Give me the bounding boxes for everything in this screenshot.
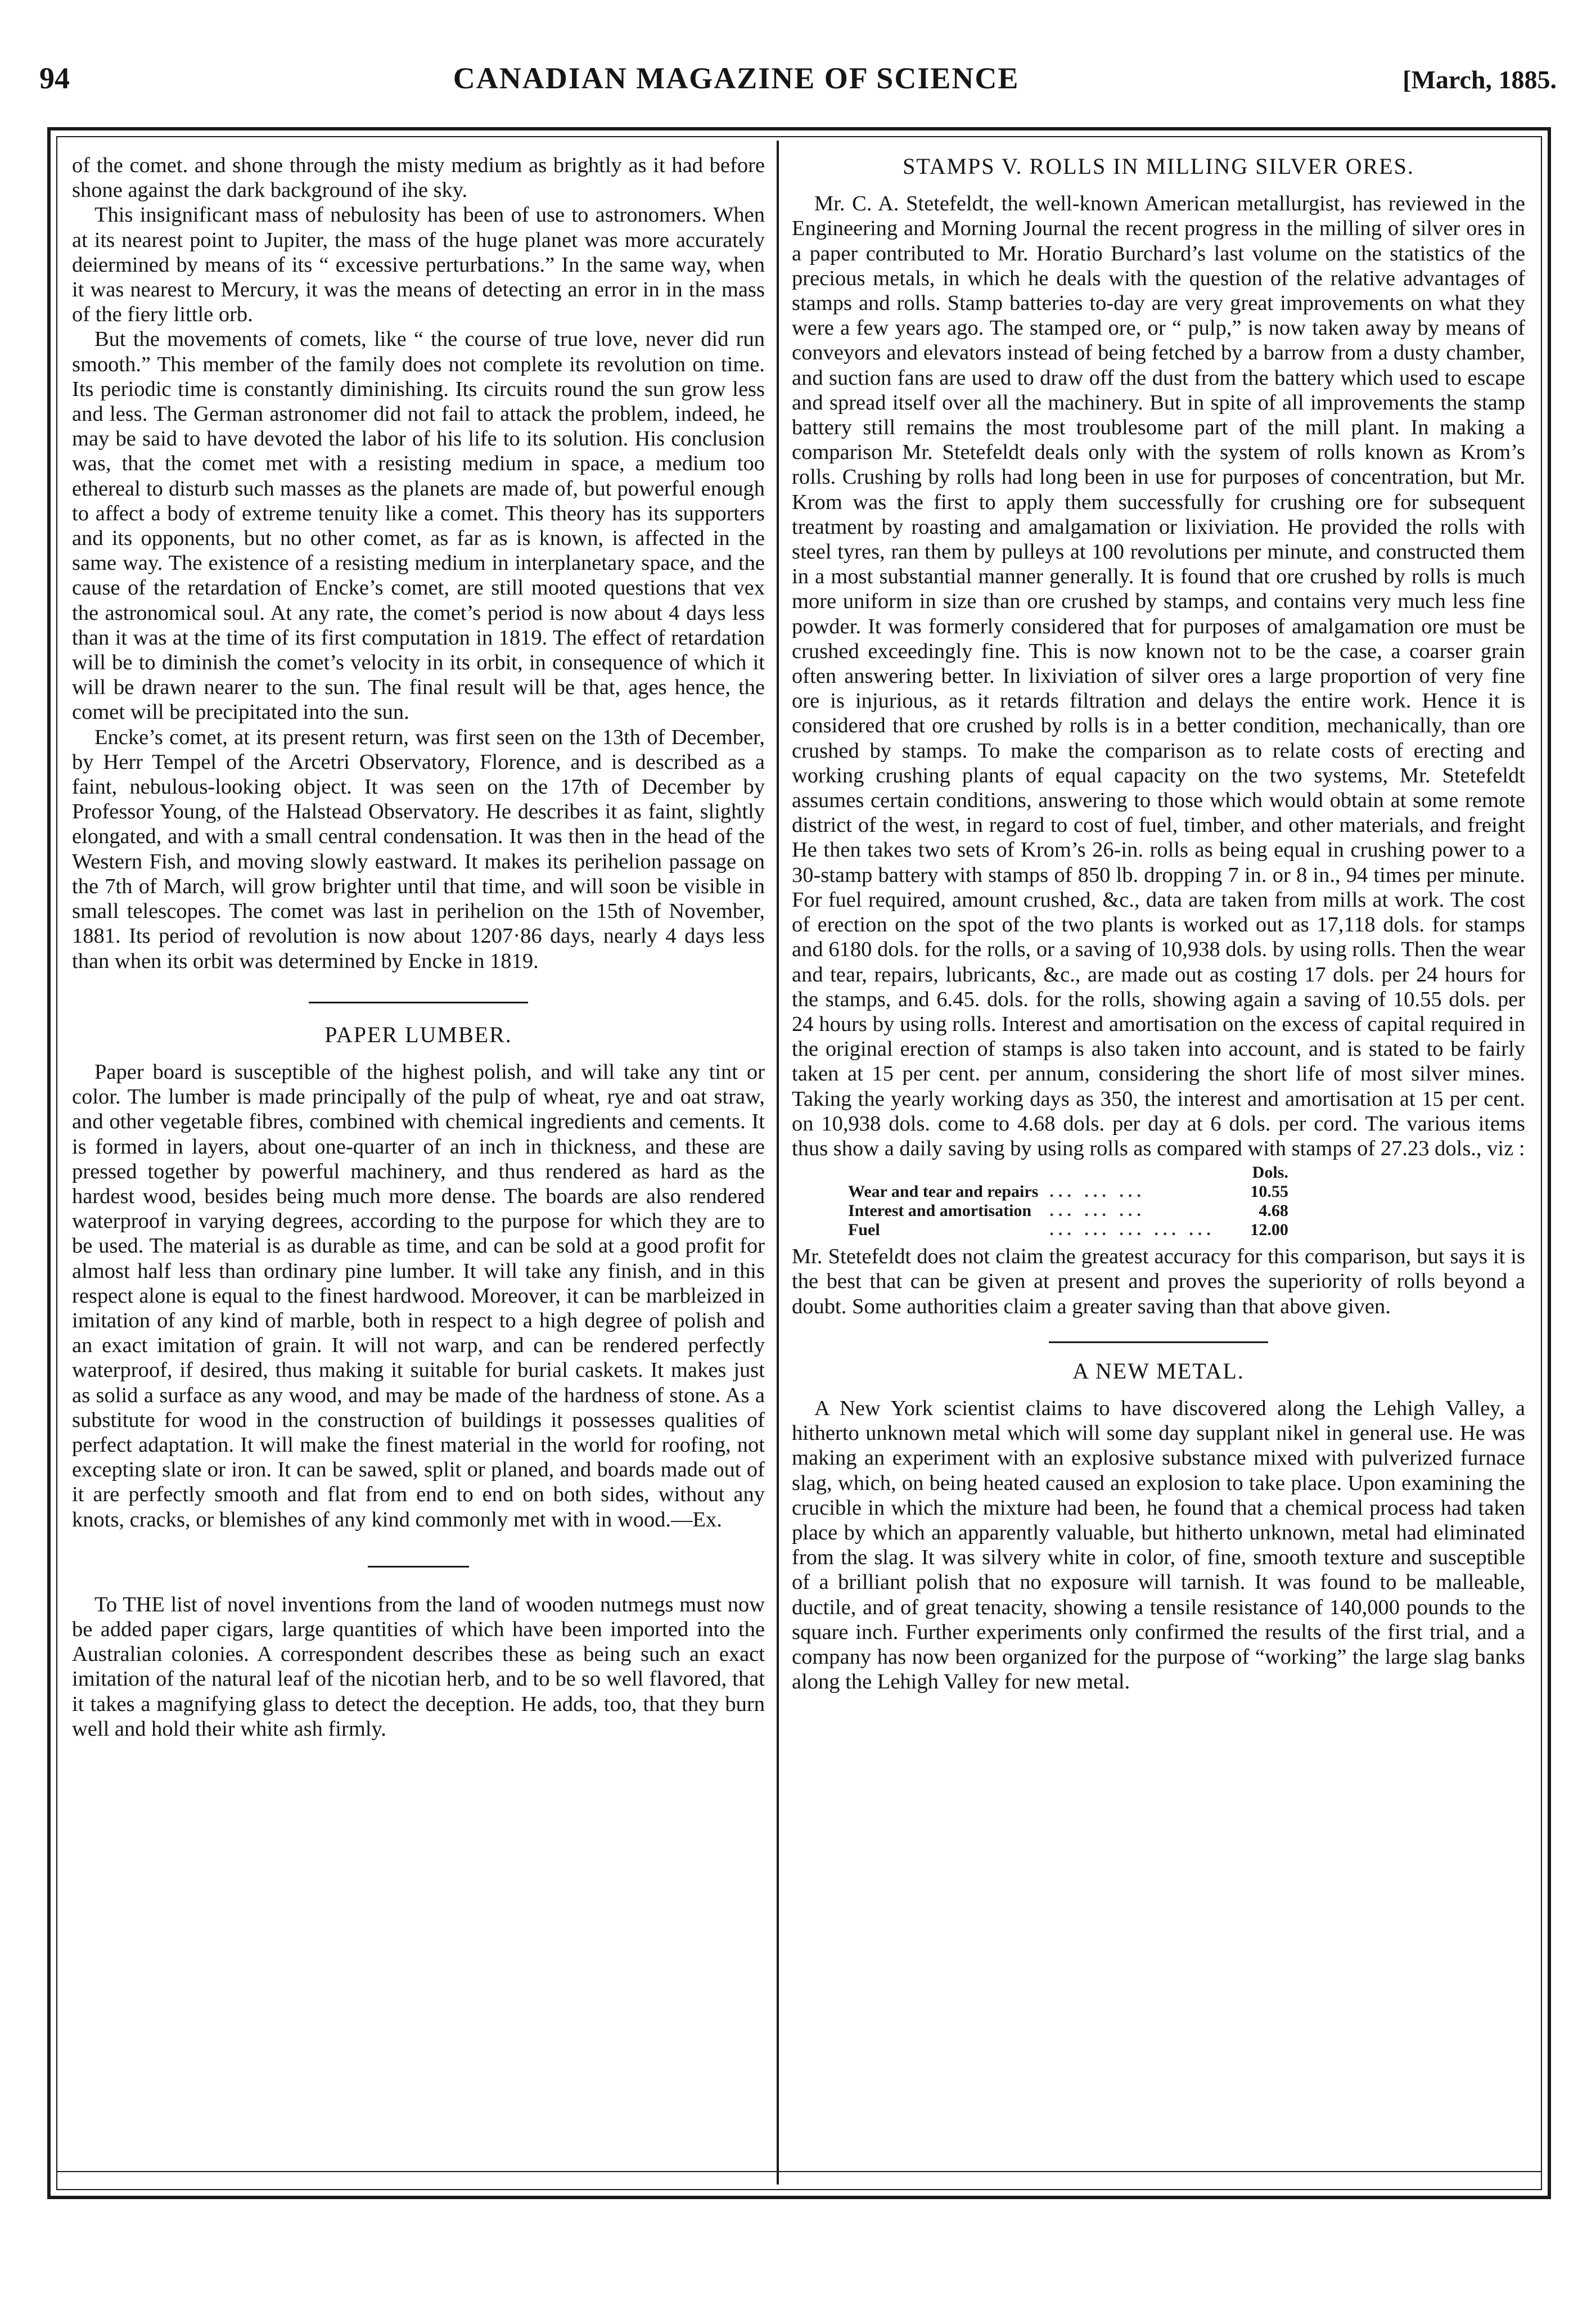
table-row-value: 12.00 <box>1250 1220 1288 1240</box>
comet-paragraph: of the comet. and shone through the misty medium as brightly as it had before shone against the dark background of ihe sky. <box>72 154 765 202</box>
issue-date: [March, 1885. <box>1403 65 1557 94</box>
table-row-label: Fuel <box>848 1220 880 1240</box>
page-number: 94 <box>39 61 70 95</box>
leader-dots: ... ... ... ... ... <box>1049 1220 1215 1240</box>
new-metal-text: A New York scientist claims to have discovered along the Lehigh Valley, a hitherto unknown metal which will some day supplant nikel in general use. He was making an experiment with an explosive substance mixed with pulverized furnace slag, which, on being heated caused an explosion to take place. Upon examining the crucible in which the mixture had been, he found that a chemical process had taken place by which an apparently valuable, but hitherto unknown, metal had eliminated from the slag. It was silvery white in color, of fine, smooth texture and susceptible of a brilliant polish that no exposure will tarnish. It was found to be malleable, ductile, and of great tenacity, showing a tensile resistance of 140,000 pounds to the square inch. Further experiments only confirmed the results of the first trial, and a company has now been organized for the purpose of “working” the large slag banks along the Lehigh Valley for new metal. <box>792 1396 1525 1694</box>
stamps-rolls-closing: Mr. Stetefeldt does not claim the greatest accuracy for this comparison, but says it is the best that can be given at present and proves the superiority of rolls beyond a doubt. Some authorities claim a greater saving than that above given. <box>792 1245 1525 1318</box>
leader-dots: ... ... ... <box>1049 1201 1146 1220</box>
left-column <box>72 153 765 2178</box>
savings-table <box>842 1163 1294 1240</box>
leader-dots: ... ... ... <box>1049 1182 1146 1201</box>
table-row-value: 4.68 <box>1259 1201 1288 1220</box>
table-row <box>842 1182 1294 1201</box>
section-separator <box>368 1566 469 1568</box>
table-row-label: Interest and amortisation <box>848 1201 1032 1220</box>
comet-paragraph: This insignificant mass of nebulosity has been of use to astronomers. When at its nearest point to Jupiter, the mass of the huge planet was more accurately deiermined by means of its “ excessive perturbations.” In the same way, when it was nearest to Mercury, it was the means of detecting an error in in the mass of the fiery little orb. <box>72 203 765 327</box>
new-metal-title: A NEW METAL. <box>1072 1358 1245 1384</box>
magazine-title: CANADIAN MAGAZINE OF SCIENCE <box>453 61 1020 95</box>
comet-paragraph: But the movements of comets, like “ the course of true love, never did run smooth.” This member of the family does not complete its revolution on time. Its periodic time is constantly diminishing. Its circuits round the sun grow less and less. The German astronomer did not fail to attack the problem, indeed, he may be said to have devoted the labor of his life to its solution. His conclusion was, that the comet met with a resisting medium in space, a medium too ethereal to disturb such masses as the planets are made of, but powerful enough to affect a body of extreme tenuity like a comet. This theory has its supporters and its opponents, but no other comet, as far as is known, is affected in the same way. The existence of a resisting medium in interplanetary space, and the cause of the retardation of Encke’s comet, are still mooted questions that vex the astronomical soul. At any rate, the comet’s period is now about 4 days less than it was at the time of its first computation in 1819. The effect of retardation will be to diminish the comet’s velocity in its orbit, in consequence of which it will be drawn nearer to the sun. The final result will be that, ages hence, the comet will be precipitated into the sun. <box>72 327 765 724</box>
stamps-rolls-title: STAMPS V. ROLLS IN MILLING SILVER ORES. <box>903 154 1414 179</box>
page-header <box>39 61 1557 106</box>
right-column <box>792 153 1525 2178</box>
comet-paragraph: Encke’s comet, at its present return, was first seen on the 13th of December, by Herr Tempel of the Arcetri Observatory, Florence, and is described as a faint, nebulous-looking object. It was seen on the 17th of December by Professor Young, of the Halstead Observatory. He describes it as faint, slightly elongated, and with a small central condensation. It was then in the head of the Western Fish, and moving slowly eastward. It makes its perihelion passage on the 7th of March, will grow brighter until that time, and will soon be visible in small telescopes. The comet was last in perihelion on the 15th of November, 1881. Its period of revolution is now about 1207·86 days, nearly 4 days less than when its orbit was determined by Encke in 1819. <box>72 725 765 973</box>
table-row-label: Wear and tear and repairs <box>848 1182 1039 1201</box>
paper-cigars-text: To THE list of novel inventions from the land of wooden nutmegs must now be added paper cigars, large quantities of which have been imported into the Australian colonies. A correspondent describes these as being such an exact imitation of the natural leaf of the nicotian herb, and to be so well flavored, that it takes a magnifying glass to detect the deception. He adds, too, that they burn well and hold their white ash firmly. <box>72 1592 765 1741</box>
paper-lumber-text: Paper board is susceptible of the highest polish, and will take any tint or color. The lumber is made principally of the pulp of wheat, rye and oat straw, and other vegetable fibres, combined with chemical ingredients and cements. It is formed in layers, about one-quarter of an inch in thickness, and these are pressed together by powerful machinery, and thus rendered as hard as the hardest wood, besides being much more dense. The boards are also rendered waterproof in varying degrees, according to the purpose for which they are to be used. The material is as durable as time, and can be sold at a good profit for almost half less than ordinary pine lumber. It will take any finish, and in this respect alone is equal to the finest hardwood. Moreover, it can be marbleized in imitation of any kind of marble, both in respect to a high degree of polish and an exact imitation of grain. It will not warp, and can be rendered perfectly waterproof, if desired, thus making it suitable for burial caskets. It makes just as solid a surface as any wood, and may be made of the hardness of stone. As a substitute for wood in the construction of buildings it possesses qualities of perfect adaptation. It will make the finest material in the world for roofing, not excepting slate or iron. It can be sawed, split or planed, and boards made out of it are perfectly smooth and flat from end to end on both sides, without any knots, cracks, or blemishes of any kind commonly met with in wood.—Ex. <box>72 1060 765 1532</box>
paper-lumber-title: PAPER LUMBER. <box>324 1021 512 1047</box>
column-divider <box>777 141 779 2185</box>
table-row <box>842 1201 1294 1220</box>
table-unit-header: Dols. <box>1252 1163 1288 1182</box>
section-separator <box>1049 1341 1268 1343</box>
section-separator <box>309 1002 528 1003</box>
table-row <box>842 1220 1294 1240</box>
table-row-value: 10.55 <box>1250 1182 1288 1201</box>
stamps-rolls-text: Mr. C. A. Stetefeldt, the well-known American metallurgist, has reviewed in the Engineering and Morning Journal the recent progress in the milling of silver ores in a paper contributed to Mr. Horatio Burchard’s last volume on the statistics of the precious metals, in which he deals with the question of the relative advantages of stamps and rolls. Stamp batteries to-day are very great improvements on what they were a few years ago. The stamped ore, or “ pulp,” is now taken away by means of conveyors and elevators instead of being fetched by a barrow from a dusty chamber, and suction fans are used to draw off the dust from the battery which used to escape and spread itself over all the machinery. But in spite of all improvements the stamp battery still remains the most troublesome part of the mill plant. In making a comparison Mr. Stetefeldt deals only with the system of rolls known as Krom’s rolls. Crushing by rolls had long been in use for purposes of concentration, but Mr. Krom was the first to apply them successfully for crushing ore for subsequent treatment by roasting and amalgamation or lixiviation. He provided the rolls with steel tyres, ran them by pulleys at 100 revolutions per minute, and constructed them in a most substantial manner generally. It is found that ore crushed by rolls is much more uniform in size than ore crushed by stamps, and contains very much less fine powder. It was formerly considered that for purposes of amalgamation ore must be crushed exceedingly fine. This is now known not to be the case, a coarser grain often answering better. In lixiviation of silver ores a large proportion of very fine ore is injurious, as it retards filtration and delays the entire work. Hence it is considered that ore crushed by rolls is in a better condition, mechanically, than ore crushed by stamps. To make the comparison as to relate costs of erecting and working crushing plants of equal capacity on the two systems, Mr. Stetefeldt assumes certain conditions, answering to those which would obtain at some remote district of the west, in regard to cost of fuel, timber, and other materials, and freight He then takes two sets of Krom’s 26-in. rolls as being equal in crushing power to a 30-stamp battery with stamps of 850 lb. dropping 7 in. or 8 in., 94 times per minute. For fuel required, amount crushed, &c., data are taken from mills at work. The cost of erection on the spot of the two plants is worked out as 17,118 dols. for stamps and 6180 dols. for the rolls, or a saving of 10,938 dols. by using rolls. Then the wear and tear, repairs, lubricants, &c., are made out as costing 17 dols. per 24 hours for the stamps, and 6.45. dols. for the rolls, showing again a saving of 10.55 dols. per 24 hours by using rolls. Interest and amortisation on the excess of capital required in the original erection of stamps is also taken into account, and is stated to be fairly taken at 15 per cent. per annum, considering the short life of most silver mines. Taking the yearly working days as 350, the interest and amortisation at 15 per cent. on 10,938 dols. come to 4.68 dols. per day at 6 dols. per cord. The various items thus show a daily saving by using rolls as compared with stamps of 27.23 dols., viz : <box>792 192 1525 1160</box>
